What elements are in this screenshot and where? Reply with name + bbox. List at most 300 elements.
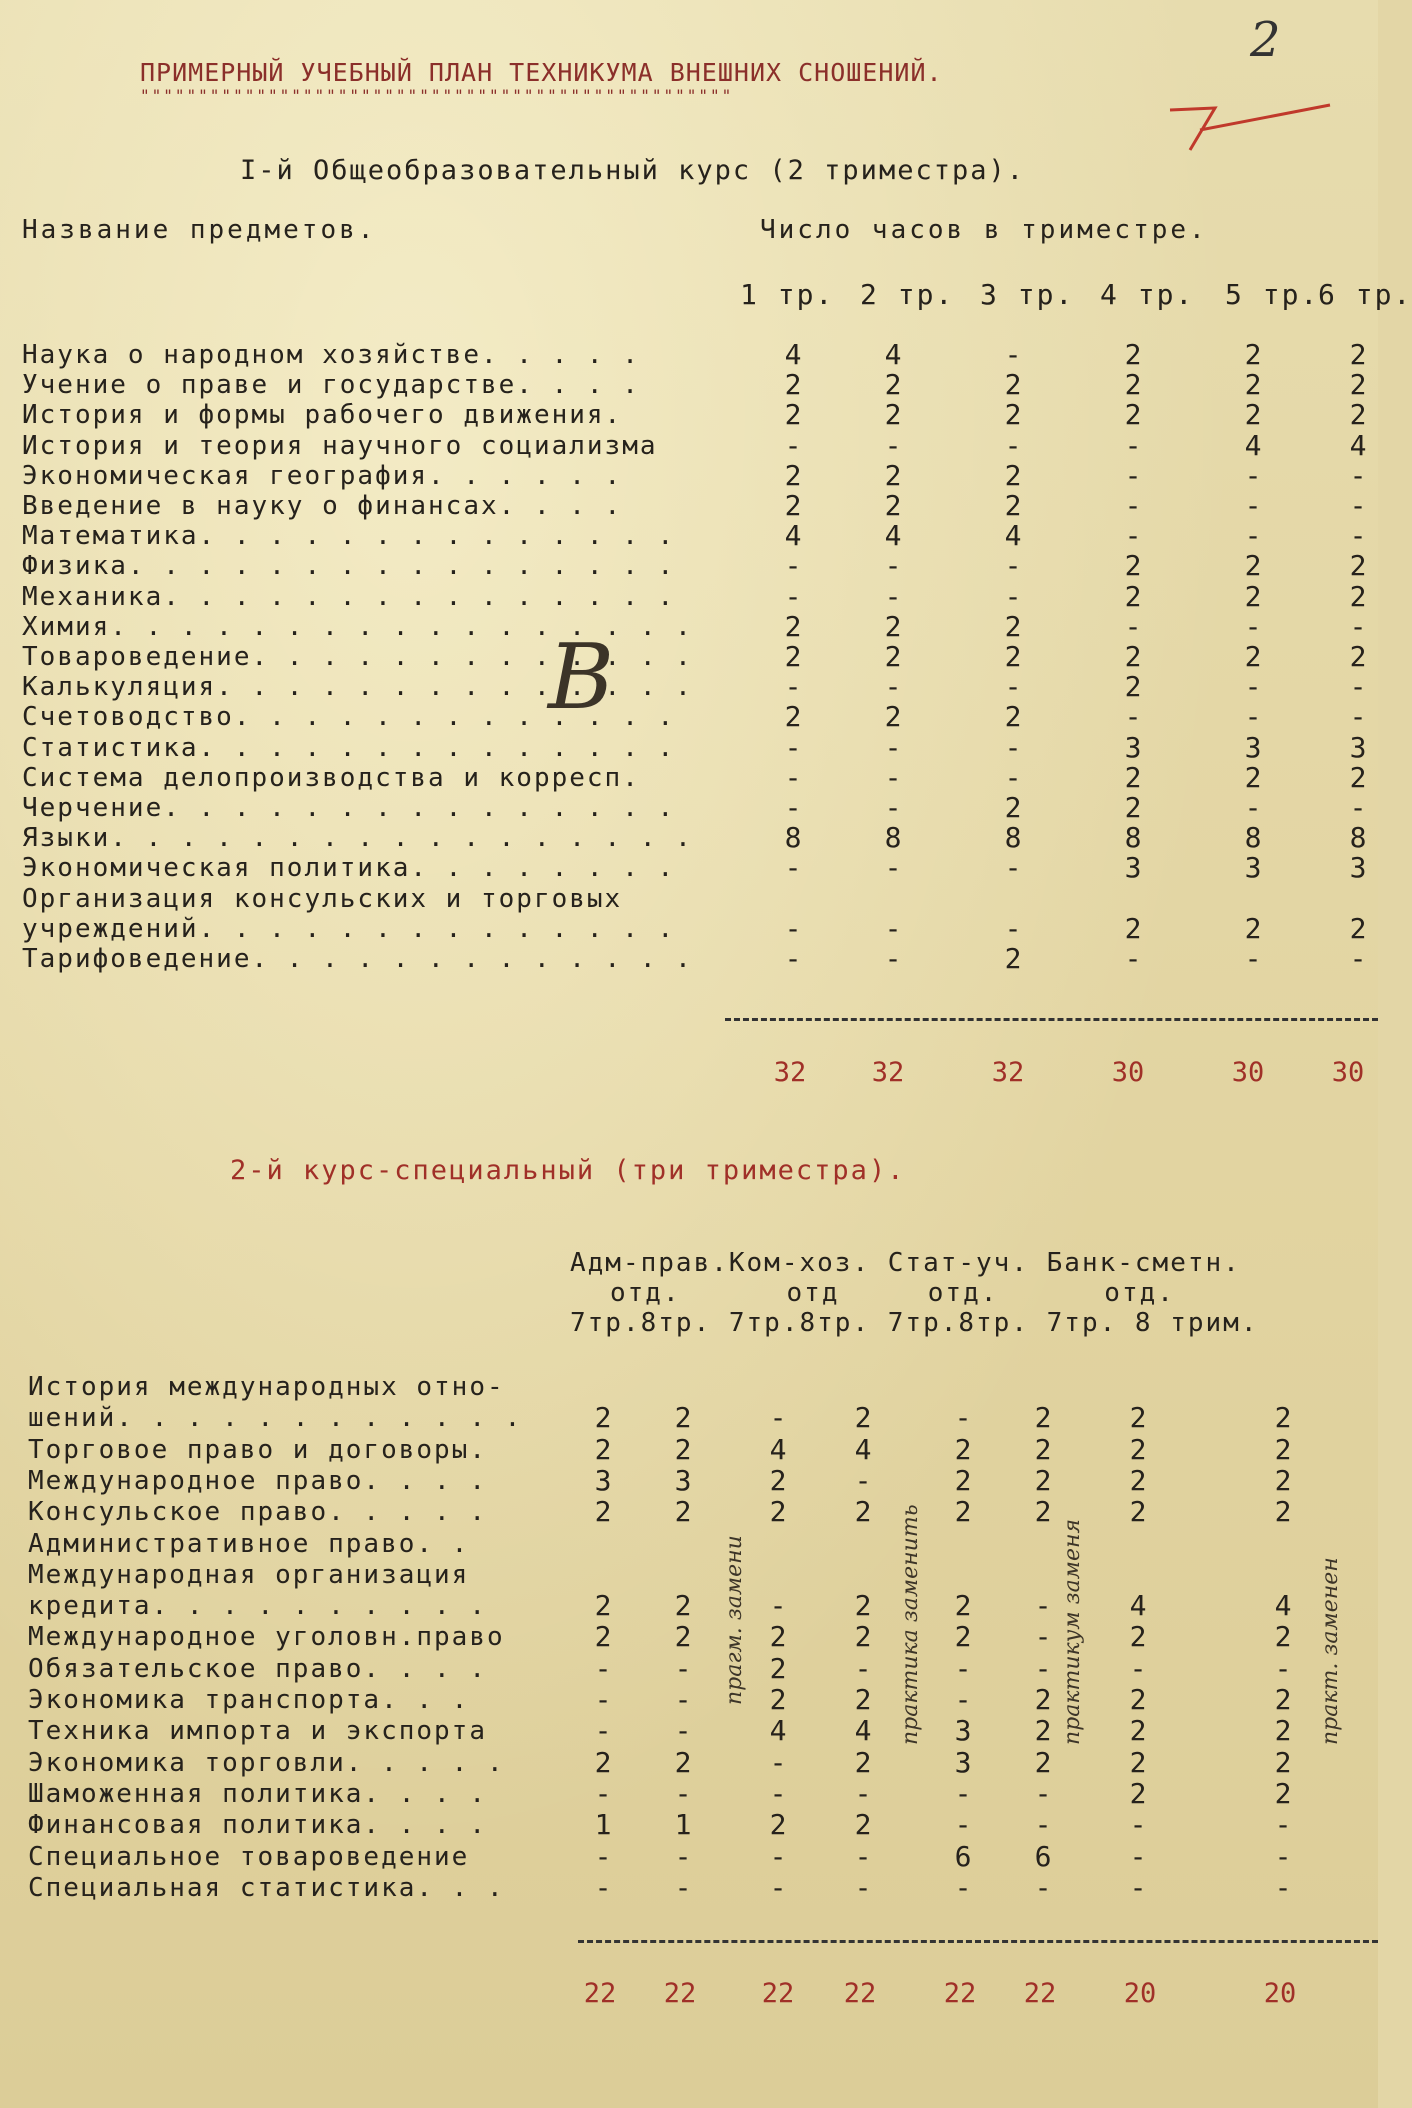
course1-hours-cell: - (884, 911, 902, 945)
course1-hours-cell: - (884, 579, 902, 613)
course1-hours-cell: 2 (1004, 609, 1022, 643)
course1-hours-cell: 3 (1349, 851, 1367, 885)
course2-hours-cell: 2 (594, 1495, 612, 1529)
course2-hours-cell: - (1129, 1870, 1147, 1904)
term-header-1: 1 тр. (740, 278, 835, 311)
course2-subject-name: Консульское право. . . . . (28, 1497, 487, 1528)
course1-hours-cell: - (884, 760, 902, 794)
course1-hours-cell: 3 (1124, 730, 1142, 764)
term-header-5: 5 тр. (1225, 278, 1320, 311)
course1-subject-name: Экономическая политика. . . . . . . . (22, 853, 676, 884)
course1-hours-cell: - (784, 670, 802, 704)
course2-subject-name: Техника импорта и экспорта (28, 1716, 487, 1747)
course1-hours-cell: - (1244, 700, 1262, 734)
course1-hours-cell: - (1004, 549, 1022, 583)
course1-hours-cell: 2 (1244, 579, 1262, 613)
course2-hours-cell: 2 (674, 1745, 692, 1779)
course2-hours-cell: - (769, 1745, 787, 1779)
course2-hours-cell: 2 (1274, 1463, 1292, 1497)
course1-subject-name: Товароведение. . . . . . . . . . . . . (22, 642, 693, 672)
course1-hours-cell: - (1244, 670, 1262, 704)
course2-dept-header-3: 7тр.8тр. 7тр.8тр. 7тр.8тр. 7тр. 8 трим. (570, 1308, 1259, 1338)
course1-hours-cell: - (1244, 942, 1262, 975)
course2-hours-cell: - (1129, 1808, 1147, 1842)
course1-heading: I-й Общеобразовательный курс (2 триместра). (240, 155, 1025, 186)
course1-hours-cell: - (1004, 851, 1022, 885)
course1-hours-cell: 2 (1124, 640, 1142, 673)
course2-hours-cell: 2 (1034, 1745, 1052, 1779)
course1-hours-cell: - (1244, 519, 1262, 553)
course1-hours-cell: 8 (1124, 821, 1142, 855)
course2-hours-cell: - (854, 1651, 872, 1685)
term-header-4: 4 тр. (1100, 278, 1195, 311)
course2-hours-cell: 2 (1129, 1432, 1147, 1466)
course2-hours-cell: 3 (954, 1714, 972, 1748)
course1-hours-cell: 2 (784, 489, 802, 522)
course1-hours-cell: 4 (784, 519, 802, 553)
course2-hours-cell: 2 (594, 1589, 612, 1623)
course2-hours-cell: 2 (954, 1589, 972, 1623)
course1-hours-cell: - (1124, 458, 1142, 492)
course2-hours-cell: - (674, 1870, 692, 1904)
course1-hours-cell: 2 (1349, 368, 1367, 402)
handwritten-letter: В (548, 625, 615, 730)
red-check-mark (1160, 90, 1340, 160)
course1-hours-cell: 2 (1349, 338, 1367, 371)
course1-hours-cell: - (1004, 579, 1022, 613)
course2-hours-cell: - (1034, 1620, 1052, 1654)
course1-hours-cell: 2 (1004, 791, 1022, 824)
course2-hours-cell: 2 (1274, 1683, 1292, 1716)
title-underline: """"""""""""""""""""""""""""""""""""""""""""""""""" (140, 86, 734, 105)
course1-hours-cell: 2 (784, 458, 802, 492)
course1-hours-cell: 2 (1244, 640, 1262, 673)
course1-hours-cell: - (1349, 519, 1367, 553)
course2-hours-cell: 2 (854, 1683, 872, 1716)
course1-hours-cell: 2 (1124, 791, 1142, 824)
course2-hours-cell: - (594, 1683, 612, 1716)
course1-subject-name: Статистика. . . . . . . . . . . . . . (22, 732, 676, 763)
course1-hours-cell: 2 (1124, 760, 1142, 794)
course1-subject-name: Организация консульских и торговых (22, 883, 623, 914)
course1-hours-cell: - (1124, 428, 1142, 462)
course2-hours-cell: - (674, 1651, 692, 1685)
course1-hours-cell: - (884, 730, 902, 764)
course2-hours-cell: - (674, 1839, 692, 1873)
course2-total-cell: 22 (1023, 1978, 1057, 2009)
course2-hours-cell: 2 (769, 1683, 787, 1716)
course2-total-cell: 22 (761, 1978, 795, 2009)
document-title: ПРИМЕРНЫЙ УЧЕБНЫЙ ПЛАН ТЕХНИКУМА ВНЕШНИХ СНОШЕНИЙ. (140, 58, 943, 87)
course2-hours-cell: 2 (1129, 1714, 1147, 1748)
course2-hours-cell: - (954, 1683, 972, 1716)
course2-hours-cell: 2 (769, 1495, 787, 1529)
course2-hours-cell: 2 (674, 1589, 692, 1623)
course2-hours-cell: 1 (594, 1808, 612, 1842)
course2-hours-cell: - (674, 1683, 692, 1716)
course2-hours-cell: 2 (769, 1651, 787, 1685)
course1-hours-cell: 2 (784, 640, 802, 673)
course2-hours-cell: 2 (1274, 1776, 1292, 1810)
course1-total-1: 32 (773, 1057, 807, 1088)
course1-hours-cell: 2 (1004, 700, 1022, 734)
course2-hours-cell: 2 (1274, 1495, 1292, 1529)
course2-hours-cell: 2 (1034, 1401, 1052, 1435)
course1-hours-cell: 4 (884, 338, 902, 371)
course1-hours-cell: 2 (784, 368, 802, 402)
course1-hours-cell: - (1244, 458, 1262, 492)
course1-subject-name: учреждений. . . . . . . . . . . . . . (22, 913, 676, 944)
course2-subject-name: Международное уголовн.право (28, 1622, 505, 1653)
course1-subject-name: Химия. . . . . . . . . . . . . . . . . (22, 611, 693, 642)
course1-subject-name: Наука о народном хозяйстве. . . . . (22, 340, 640, 370)
course1-hours-cell: - (1244, 609, 1262, 643)
course1-subject-name: Математика. . . . . . . . . . . . . . (22, 521, 676, 552)
course2-hours-cell: 2 (594, 1620, 612, 1654)
course2-hours-cell: 2 (1129, 1683, 1147, 1716)
course1-hours-cell: 2 (1349, 398, 1367, 432)
course2-hours-cell: 2 (1129, 1495, 1147, 1529)
course2-subject-name: История международных отно- (28, 1372, 505, 1402)
course1-hours-cell: 3 (1244, 851, 1262, 885)
course1-hours-cell: - (1244, 489, 1262, 522)
course1-hours-cell: - (1004, 760, 1022, 794)
course2-hours-cell: - (1129, 1651, 1147, 1685)
course2-hours-cell: - (769, 1776, 787, 1810)
term-header-6: 6 тр. (1318, 278, 1412, 311)
course2-hours-cell: - (594, 1870, 612, 1904)
course2-hours-cell: 2 (1034, 1432, 1052, 1466)
course2-dept-header-1: Адм-прав.Ком-хоз. Стат-уч. Банк-сметн. (570, 1248, 1241, 1278)
term-header-2: 2 тр. (860, 278, 955, 311)
course1-subject-name: Черчение. . . . . . . . . . . . . . . (22, 793, 676, 823)
course2-total-cell: 22 (943, 1978, 977, 2009)
course1-subject-name: Языки. . . . . . . . . . . . . . . . . (22, 823, 693, 854)
course2-hours-cell: 2 (674, 1495, 692, 1529)
course1-hours-cell: 8 (784, 821, 802, 855)
course1-subject-name: Механика. . . . . . . . . . . . . . . (22, 581, 676, 612)
course2-hours-cell: - (1274, 1651, 1292, 1685)
course1-hours-cell: 2 (884, 368, 902, 402)
course2-hours-cell: - (954, 1870, 972, 1904)
course2-hours-cell: - (674, 1714, 692, 1748)
course1-total-4: 30 (1111, 1057, 1145, 1088)
course1-hours-cell: 2 (1244, 911, 1262, 945)
course2-total-cell: 20 (1263, 1978, 1297, 2009)
course1-hours-cell: 2 (784, 609, 802, 643)
course2-subject-name: Обязательское право. . . . (28, 1653, 487, 1684)
course2-hours-cell: 2 (594, 1745, 612, 1779)
course2-subject-name: Торговое право и договоры. (28, 1434, 487, 1465)
course1-hours-cell: - (884, 851, 902, 885)
course2-hours-cell: 2 (954, 1620, 972, 1654)
course2-hours-cell: 2 (854, 1495, 872, 1529)
course2-hours-cell: - (954, 1651, 972, 1685)
course1-hours-cell: - (784, 549, 802, 583)
course1-hours-cell: - (1124, 489, 1142, 522)
course1-hours-cell: 2 (884, 489, 902, 522)
course2-hours-cell: 3 (674, 1463, 692, 1497)
course1-hours-cell: - (784, 911, 802, 945)
course2-hours-cell: 2 (674, 1401, 692, 1435)
course1-hours-cell: 2 (1244, 398, 1262, 432)
margin-note-1: прагм. замени (722, 1535, 747, 1705)
course2-subject-name: Административное право. . (28, 1528, 470, 1559)
course2-hours-cell: 1 (674, 1808, 692, 1842)
course2-hours-cell: - (854, 1870, 872, 1904)
course1-hours-cell: 2 (1004, 640, 1022, 673)
course1-hours-cell: 8 (1004, 821, 1022, 855)
course1-hours-cell: 2 (1349, 911, 1367, 945)
course2-hours-cell: 2 (854, 1745, 872, 1779)
margin-note-4: практ. заменен (1318, 1557, 1343, 1745)
course1-subject-name: История и теория научного социализма (22, 430, 658, 461)
course2-hours-cell: 2 (674, 1620, 692, 1654)
course1-hours-cell: 4 (784, 338, 802, 371)
margin-note-3: практикум заменя (1060, 1518, 1085, 1745)
course2-hours-cell: - (1034, 1776, 1052, 1810)
course1-hours-cell: - (884, 428, 902, 462)
course2-hours-cell: 4 (769, 1714, 787, 1748)
course2-hours-cell: - (1034, 1870, 1052, 1904)
course1-hours-cell: 2 (1124, 398, 1142, 432)
course2-subject-name: Специальное товароведение (28, 1841, 470, 1872)
course1-hours-cell: 2 (884, 458, 902, 492)
course1-subject-name: Учение о праве и государстве. . . . (22, 370, 640, 401)
page-number: 2 (1250, 12, 1281, 68)
course2-hours-cell: - (769, 1401, 787, 1435)
course1-hours-cell: - (784, 730, 802, 764)
course1-hours-cell: - (784, 760, 802, 794)
course2-hours-cell: 4 (854, 1432, 872, 1466)
course1-hours-cell: - (1349, 942, 1367, 975)
course1-hours-cell: 2 (884, 398, 902, 432)
course1-total-5: 30 (1231, 1057, 1265, 1088)
course2-hours-cell: - (1034, 1651, 1052, 1685)
course1-subject-name: Счетоводство. . . . . . . . . . . . . (22, 702, 676, 733)
course2-hours-cell: 4 (854, 1714, 872, 1748)
course2-hours-cell: 2 (1274, 1432, 1292, 1466)
course1-hours-cell: 2 (1244, 549, 1262, 583)
course2-hours-cell: - (1034, 1589, 1052, 1623)
course1-hours-cell: 2 (1124, 911, 1142, 945)
course1-hours-cell: 2 (1124, 579, 1142, 613)
course2-subject-name: Специальная статистика. . . (28, 1872, 505, 1903)
course1-hours-cell: - (1124, 519, 1142, 553)
course1-hours-cell: - (1244, 791, 1262, 824)
course1-hours-cell: 3 (1124, 851, 1142, 885)
course2-hours-cell: 2 (954, 1463, 972, 1497)
course1-hours-cell: 2 (1244, 338, 1262, 371)
course1-hours-cell: - (784, 428, 802, 462)
course2-hours-cell: 2 (854, 1808, 872, 1842)
course2-hours-cell: 2 (769, 1808, 787, 1842)
course1-hours-cell: 2 (884, 700, 902, 734)
course1-hours-cell: 2 (784, 700, 802, 734)
course2-hours-cell: 6 (1034, 1839, 1052, 1873)
course1-hours-cell: 2 (1244, 368, 1262, 402)
course1-hours-cell: - (1349, 700, 1367, 734)
course2-hours-cell: - (1129, 1839, 1147, 1873)
course1-subject-name: Введение в науку о финансах. . . . (22, 491, 623, 521)
course2-hours-cell: - (954, 1776, 972, 1810)
course2-hours-cell: 2 (1129, 1401, 1147, 1435)
course2-hours-cell: 2 (594, 1401, 612, 1435)
course1-hours-cell: - (1004, 428, 1022, 462)
course1-hours-cell: - (1349, 670, 1367, 704)
course1-hours-cell: 2 (1349, 579, 1367, 613)
course1-hours-cell: - (1004, 338, 1022, 371)
course1-hours-cell: 2 (1349, 760, 1367, 794)
course1-hours-cell: 2 (784, 398, 802, 432)
course2-dept-header-2: отд. отд отд. отд. (610, 1278, 1175, 1308)
course1-hours-cell: - (1004, 911, 1022, 945)
course2-heading: 2-й курс-специальный (три триместра). (230, 1155, 906, 1186)
course2-total-cell: 22 (583, 1978, 617, 2009)
course1-hours-cell: 2 (1244, 760, 1262, 794)
course2-subject-name: Экономика торговли. . . . . (28, 1747, 505, 1778)
course2-hours-cell: 3 (594, 1463, 612, 1497)
course1-hours-cell: 2 (1124, 338, 1142, 371)
course2-hours-cell: 2 (1034, 1683, 1052, 1716)
course2-hours-cell: - (1274, 1839, 1292, 1873)
course2-hours-cell: - (854, 1839, 872, 1873)
course2-hours-cell: 3 (954, 1745, 972, 1779)
course2-hours-cell: - (769, 1589, 787, 1623)
course2-hours-cell: 2 (854, 1620, 872, 1654)
course2-hours-cell: 2 (594, 1432, 612, 1466)
course2-subject-name: кредита. . . . . . . . . . (28, 1591, 487, 1622)
course2-hours-cell: 2 (854, 1589, 872, 1623)
course1-subjects-header: Название предметов. (22, 215, 377, 245)
course2-subject-name: Экономика транспорта. . . (28, 1685, 470, 1715)
course1-subject-name: Система делопроизводства и корресп. (22, 762, 640, 793)
course1-total-divider (725, 1018, 1378, 1021)
course1-hours-cell: 2 (1004, 942, 1022, 975)
course2-total-cell: 22 (663, 1978, 697, 2009)
course1-hours-cell: 2 (1349, 549, 1367, 583)
course2-hours-cell: 2 (1129, 1776, 1147, 1810)
course1-total-2: 32 (871, 1057, 905, 1088)
course1-hours-cell: 2 (884, 640, 902, 673)
course2-hours-cell: 2 (1034, 1714, 1052, 1748)
course1-hours-cell: - (1124, 609, 1142, 643)
course1-hours-cell: - (784, 791, 802, 824)
course1-hours-cell: - (1124, 700, 1142, 734)
course2-hours-cell: 2 (954, 1432, 972, 1466)
margin-note-2: практика заменить (898, 1504, 923, 1745)
course2-hours-cell: 2 (1274, 1620, 1292, 1654)
course1-hours-cell: - (884, 549, 902, 583)
course1-hours-cell: 2 (1004, 458, 1022, 492)
course1-hours-cell: 2 (884, 609, 902, 643)
course1-hours-cell: 3 (1244, 730, 1262, 764)
course2-hours-cell: - (954, 1808, 972, 1842)
course1-hours-cell: 2 (1124, 549, 1142, 583)
course1-subject-name: Тарифоведение. . . . . . . . . . . . . (22, 944, 693, 974)
course2-hours-cell: 2 (769, 1620, 787, 1654)
course2-subject-name: Финансовая политика. . . . (28, 1810, 487, 1841)
course1-hours-cell: 2 (1004, 489, 1022, 522)
course2-hours-cell: 2 (769, 1463, 787, 1497)
course1-hours-cell: - (1349, 609, 1367, 643)
course1-hours-cell: 2 (1124, 368, 1142, 402)
course2-hours-cell: - (1274, 1870, 1292, 1904)
course1-hours-cell: 8 (1349, 821, 1367, 855)
course2-hours-cell: 2 (1274, 1401, 1292, 1435)
course2-hours-cell: 2 (1274, 1745, 1292, 1779)
course2-hours-cell: 2 (1129, 1620, 1147, 1654)
course1-hours-cell: - (1124, 942, 1142, 975)
course2-subject-name: шений. . . . . . . . . . . . (28, 1403, 523, 1434)
course1-hours-cell: - (884, 670, 902, 704)
course1-hours-cell: - (784, 942, 802, 975)
course1-subject-name: Физика. . . . . . . . . . . . . . . . (22, 551, 676, 582)
course2-hours-cell: 2 (854, 1401, 872, 1435)
course2-hours-cell: - (674, 1776, 692, 1810)
course1-hours-cell: - (884, 791, 902, 824)
course2-hours-cell: - (1034, 1808, 1052, 1842)
course1-subject-name: История и формы рабочего движения. (22, 400, 623, 431)
course2-hours-cell: 2 (1129, 1745, 1147, 1779)
course1-subject-name: Экономическая география. . . . . . (22, 460, 623, 491)
course1-hours-cell: - (1004, 670, 1022, 704)
course1-hours-cell: 2 (1004, 368, 1022, 402)
course2-hours-cell: 4 (1129, 1589, 1147, 1623)
course2-hours-cell: - (854, 1776, 872, 1810)
course2-hours-cell: - (1274, 1808, 1292, 1842)
course2-hours-cell: - (769, 1870, 787, 1904)
course1-hours-cell: 4 (1004, 519, 1022, 553)
course2-hours-cell: - (594, 1651, 612, 1685)
course1-hours-cell: 4 (1349, 428, 1367, 462)
course1-total-3: 32 (991, 1057, 1025, 1088)
course1-hours-cell: 2 (1124, 670, 1142, 704)
course2-hours-cell: 4 (769, 1432, 787, 1466)
course1-hours-cell: - (784, 579, 802, 613)
course2-subject-name: Шаможенная политика. . . . (28, 1778, 487, 1809)
course1-hours-cell: - (784, 851, 802, 885)
course2-hours-cell: - (769, 1839, 787, 1873)
course2-total-cell: 22 (843, 1978, 877, 2009)
course2-hours-cell: - (594, 1839, 612, 1873)
course1-hours-header: Число часов в триместре. (760, 215, 1208, 245)
course2-total-cell: 20 (1123, 1978, 1157, 2009)
course1-hours-cell: - (884, 942, 902, 975)
course2-hours-cell: 2 (1274, 1714, 1292, 1748)
course2-subject-name: Международное право. . . . (28, 1465, 487, 1496)
course1-hours-cell: 3 (1349, 730, 1367, 764)
course1-hours-cell: - (1004, 730, 1022, 764)
course2-hours-cell: - (854, 1463, 872, 1497)
course2-total-divider (578, 1940, 1378, 1943)
course1-hours-cell: - (1349, 458, 1367, 492)
course1-hours-cell: 8 (884, 821, 902, 855)
course2-hours-cell: 2 (1034, 1495, 1052, 1529)
course1-subject-name: Калькуляция. . . . . . . . . . . . . . (22, 672, 693, 703)
course1-hours-cell: 2 (1349, 640, 1367, 673)
course1-hours-cell: - (1349, 489, 1367, 522)
course1-hours-cell: 8 (1244, 821, 1262, 855)
course2-hours-cell: 6 (954, 1839, 972, 1873)
term-header-3: 3 тр. (980, 278, 1075, 311)
course1-hours-cell: 4 (1244, 428, 1262, 462)
course1-hours-cell: 4 (884, 519, 902, 553)
course2-hours-cell: - (954, 1401, 972, 1435)
course2-hours-cell: 2 (1129, 1463, 1147, 1497)
course1-total-6: 30 (1331, 1057, 1365, 1088)
course2-hours-cell: 2 (674, 1432, 692, 1466)
